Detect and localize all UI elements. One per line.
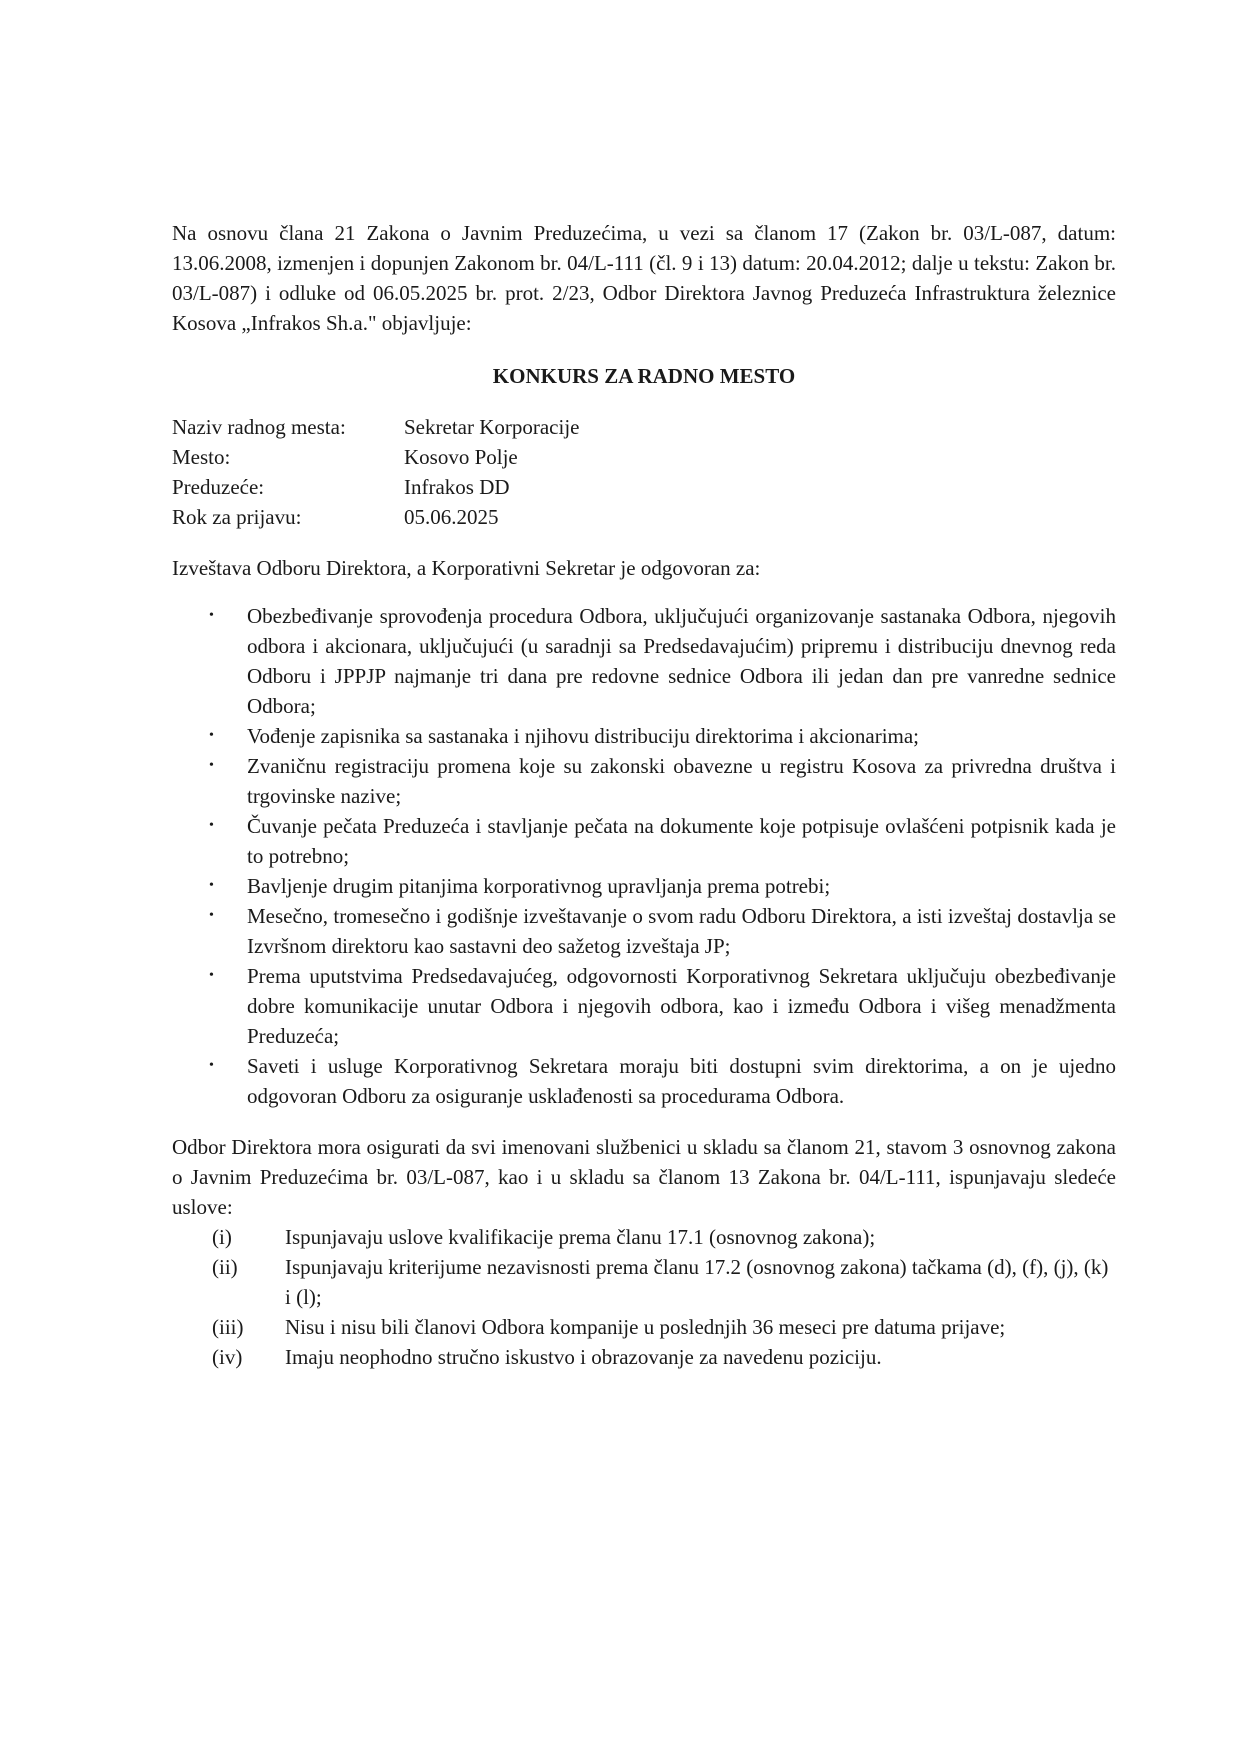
conditions-list: [172, 1222, 1116, 1372]
duty-text: Bavljenje drugim pitanjima korporativnog upravljanja prema potrebi;: [247, 874, 831, 898]
list-item: [172, 1252, 1116, 1312]
bullet-icon: •: [209, 818, 214, 833]
info-label: Rok za prijavu:: [172, 505, 302, 529]
info-value: Sekretar Korporacije: [404, 415, 580, 439]
info-label: Preduzeće:: [172, 475, 265, 499]
info-row-deadline: [172, 502, 1116, 532]
list-item: [172, 811, 1116, 871]
duty-text: Mesečno, tromesečno i godišnje izveštavanje o svom radu Odboru Direktora, a isti izveštaj dostavlja se Izvršnom direktoru kao sastavni deo sažetog izveštaja JP;: [247, 904, 1116, 958]
board-paragraph: Odbor Direktora mora osigurati da svi imenovani službenici u skladu sa članom 21, stavom 3 osnovnog zakona o Javnim Preduzećima br. 03/L-087, kao i u skladu sa članom 13 Zakona br. 04/L-111, ispunjavaju sledeće uslove:: [172, 1135, 1116, 1219]
info-value: Kosovo Polje: [404, 445, 518, 469]
bullet-icon: •: [209, 608, 214, 623]
condition-text: Imaju neophodno stručno iskustvo i obrazovanje za navedenu poziciju.: [285, 1345, 882, 1369]
duty-text: Obezbeđivanje sprovođenja procedura Odbora, uključujući organizovanje sastanaka Odbora, njegovih odbora i akcionara, uključujući (u saradnji sa Predsedavajućim) pripremu i distribuciju dnevnog reda Odboru i JPPJP najmanje tri dana pre redovne sednice Odbora ili jedan dan pre vanredne sednice Odbora;: [247, 604, 1116, 718]
document-page: [172, 218, 1116, 1372]
condition-number: (iii): [212, 1315, 244, 1339]
list-item: [172, 871, 1116, 901]
list-item: [172, 1342, 1116, 1372]
list-item: [172, 721, 1116, 751]
bullet-icon: •: [209, 758, 214, 773]
condition-text: Nisu i nisu bili članovi Odbora kompanije u poslednjih 36 meseci pre datuma prijave;: [285, 1315, 1006, 1339]
list-item: [172, 601, 1116, 721]
bullet-icon: •: [209, 1058, 214, 1073]
info-row-location: [172, 442, 1116, 472]
bullet-icon: •: [209, 878, 214, 893]
condition-text: Ispunjavaju uslove kvalifikacije prema članu 17.1 (osnovnog zakona);: [285, 1225, 876, 1249]
duty-text: Zvaničnu registraciju promena koje su zakonski obavezne u registru Kosova za privredna društva i trgovinske nazive;: [247, 754, 1116, 808]
condition-number: (iv): [212, 1345, 243, 1369]
list-item: [172, 751, 1116, 811]
info-value: 05.06.2025: [404, 505, 499, 529]
duty-text: Vođenje zapisnika sa sastanaka i njihovu distribuciju direktorima i akcionarima;: [247, 724, 920, 748]
position-info-table: [172, 412, 1116, 532]
duty-text: Saveti i usluge Korporativnog Sekretara moraju biti dostupni svim direktorima, a on je ujedno odgovoran Odboru za osiguranje usklađenosti sa procedurama Odbora.: [247, 1054, 1116, 1108]
list-item: [172, 1312, 1116, 1342]
list-item: [172, 1222, 1116, 1252]
bullet-icon: •: [209, 728, 214, 743]
condition-number: (i): [212, 1225, 232, 1249]
duty-text: Čuvanje pečata Preduzeća i stavljanje pečata na dokumente koje potpisuje ovlašćeni potpisnik kada je to potrebno;: [247, 814, 1116, 868]
bullet-icon: •: [209, 908, 214, 923]
reporting-line: Izveštava Odboru Direktora, a Korporativni Sekretar je odgovoran za:: [172, 556, 761, 580]
list-item: [172, 961, 1116, 1051]
info-label: Naziv radnog mesta:: [172, 415, 346, 439]
list-item: [172, 901, 1116, 961]
duties-list: [172, 601, 1116, 1111]
info-label: Mesto:: [172, 445, 231, 469]
condition-text: Ispunjavaju kriterijume nezavisnosti prema članu 17.2 (osnovnog zakona) tačkama (d), (f), (j), (k) i (l);: [285, 1255, 1109, 1309]
document-title: KONKURS ZA RADNO MESTO: [492, 364, 796, 388]
info-value: Infrakos DD: [404, 475, 510, 499]
list-item: [172, 1051, 1116, 1111]
intro-paragraph: Na osnovu člana 21 Zakona o Javnim Preduzećima, u vezi sa članom 17 (Zakon br. 03/L-087, datum: 13.06.2008, izmenjen i dopunjen Zakonom br. 04/L-111 (čl. 9 i 13) datum: 20.04.2012; dalje u tekstu: Zakon br. 03/L-087) i odluke od 06.05.2025 br. prot. 2/23, Odbor Direktora Javnog Preduzeća Infrastruktura železnice Kosova „Infrakos Sh.a." objavljuje:: [172, 221, 1116, 335]
duty-text: Prema uputstvima Predsedavajućeg, odgovornosti Korporativnog Sekretara uključuju obezbeđivanje dobre komunikacije unutar Odbora i njegovih odbora, kao i između Odbora i višeg menadžmenta Preduzeća;: [247, 964, 1116, 1048]
bullet-icon: •: [209, 968, 214, 983]
condition-number: (ii): [212, 1255, 238, 1279]
info-row-position: [172, 412, 1116, 442]
info-row-company: [172, 472, 1116, 502]
